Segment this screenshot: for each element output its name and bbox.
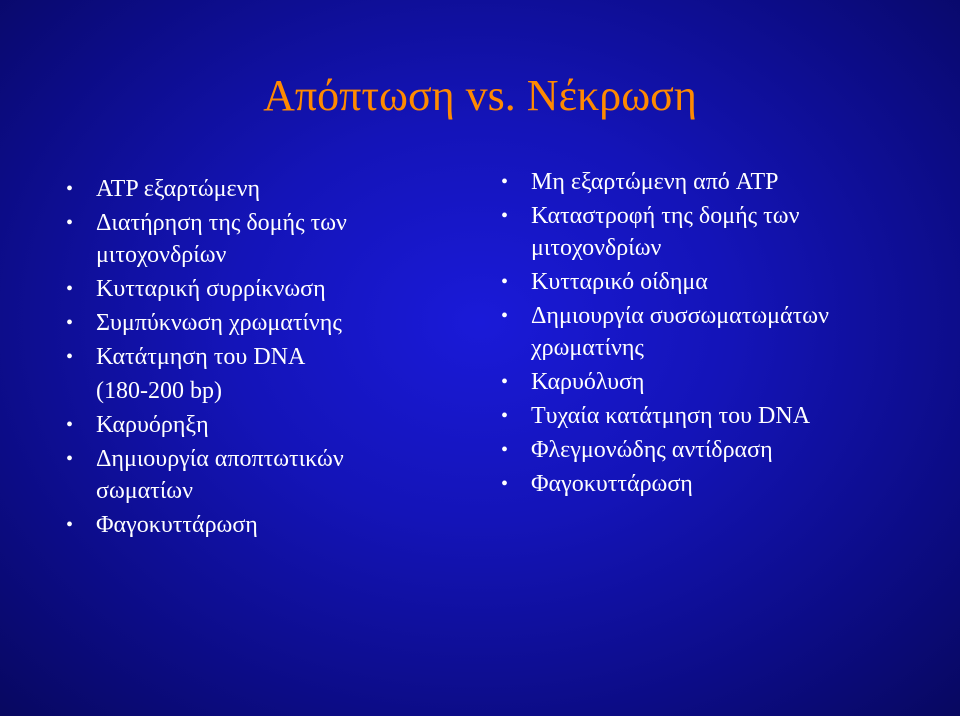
bullet-icon: • <box>66 414 74 436</box>
list-item: • Καρυόλυση <box>495 366 925 398</box>
bullet-icon: • <box>501 171 509 193</box>
necrosis-list <box>495 166 925 502</box>
bullet-icon: • <box>66 346 74 368</box>
list-item-continuation: (180-200 bp) <box>96 378 222 404</box>
slide-title: Απόπτωση vs. Νέκρωση <box>263 71 697 120</box>
bullet-icon: • <box>501 405 509 427</box>
bullet-icon: • <box>501 205 509 227</box>
bullet-icon: • <box>66 312 74 334</box>
bullet-icon: • <box>66 448 74 470</box>
bullet-icon: • <box>501 271 509 293</box>
apoptosis-list <box>60 173 440 543</box>
list-item: • Κυτταρικό οίδημα <box>495 266 925 298</box>
bullet-icon: • <box>66 278 74 300</box>
list-item: • Συμπύκνωση χρωματίνης <box>60 307 440 339</box>
bullet-icon: • <box>66 178 74 200</box>
list-item: • Τυχαία κατάτμηση του DNA <box>495 400 925 432</box>
list-item: • Φαγοκυττάρωση <box>495 468 925 500</box>
bullet-icon: • <box>66 514 74 536</box>
list-item: • ATP εξαρτώμενη <box>60 173 440 205</box>
bullet-icon: • <box>501 371 509 393</box>
bullet-icon: • <box>501 305 509 327</box>
bullet-icon: • <box>501 473 509 495</box>
bullet-icon: • <box>501 439 509 461</box>
list-item: • Μη εξαρτώμενη από ATP <box>495 166 925 198</box>
list-item: • Δημιουργία συσσωματωμάτων χρωματίνης <box>495 300 925 364</box>
list-item: • Φαγοκυττάρωση <box>60 509 440 541</box>
list-item: • Φλεγμονώδης αντίδραση <box>495 434 925 466</box>
list-item: • Καταστροφή της δομής των μιτοχονδρίων <box>495 200 925 264</box>
list-item: • Δημιουργία αποπτωτικών σωματίων <box>60 443 440 507</box>
list-item: • Κυτταρική συρρίκνωση <box>60 273 440 305</box>
list-item: • Διατήρηση της δομής των μιτοχονδρίων <box>60 207 440 271</box>
bullet-icon: • <box>66 212 74 234</box>
list-item: • Κατάτμηση του DNA <box>60 341 440 373</box>
list-item: • Καρυόρηξη <box>60 409 440 441</box>
